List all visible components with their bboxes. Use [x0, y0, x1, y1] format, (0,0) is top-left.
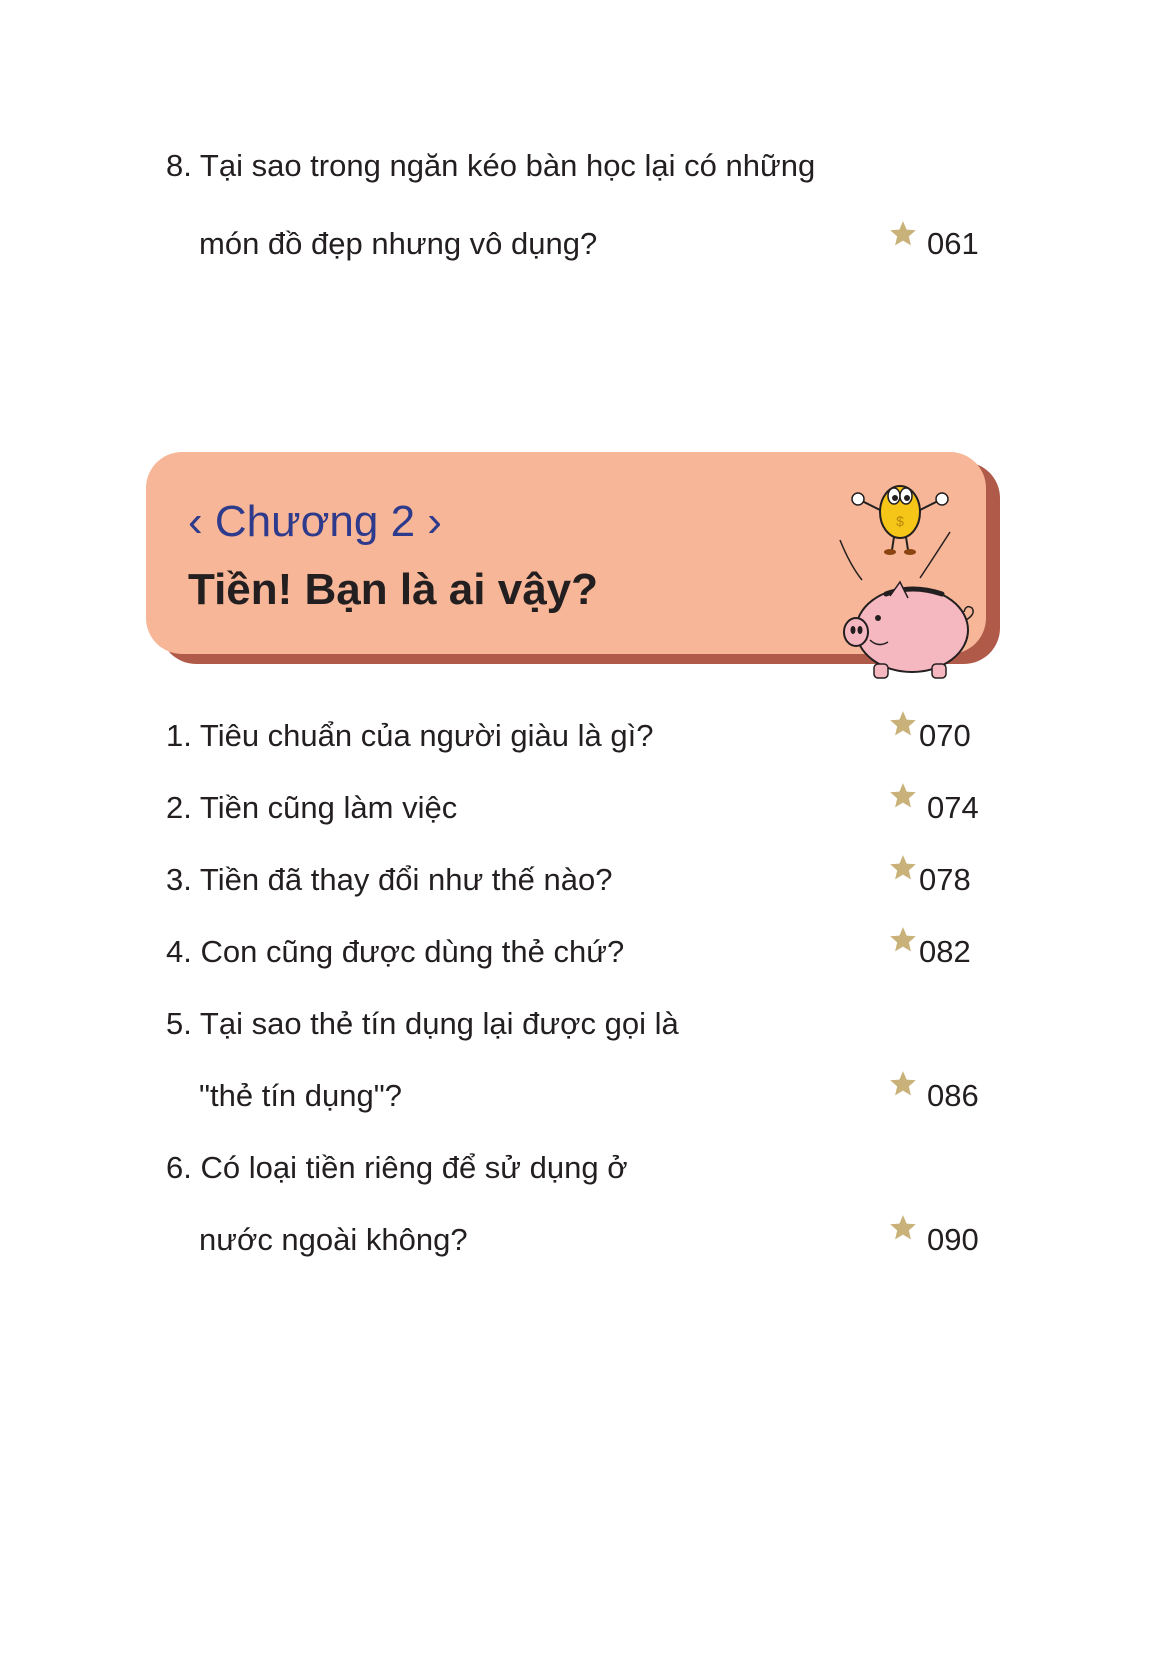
page-number: 086	[927, 1078, 979, 1113]
toc-item-6-line2: nước ngoài không?	[199, 1222, 468, 1257]
star-icon	[889, 926, 917, 954]
chapter-title: Tiền! Bạn là ai vậy?	[188, 565, 599, 614]
star-icon	[889, 854, 917, 882]
chapter-label: ‹ Chương 2 ›	[188, 497, 442, 546]
toc-item-8-line1: 8. Tại sao trong ngăn kéo bàn học lại có những	[166, 148, 816, 183]
toc-item-4: 4. Con cũng được dùng thẻ chứ?	[166, 934, 625, 969]
star-icon	[889, 1214, 917, 1242]
coin-piggy-bank-illustration	[820, 470, 980, 690]
star-icon	[889, 220, 917, 248]
toc-item-5-line1: 5. Tại sao thẻ tín dụng lại được gọi là	[166, 1006, 679, 1041]
page-number: 061	[927, 226, 979, 261]
page-number: 070	[919, 718, 971, 753]
page-number: 074	[927, 790, 979, 825]
page-number: 090	[927, 1222, 979, 1257]
toc-item-6-line1: 6. Có loại tiền riêng để sử dụng ở	[166, 1150, 628, 1185]
page-number: 082	[919, 934, 971, 969]
page-number: 078	[919, 862, 971, 897]
toc-item-3: 3. Tiền đã thay đổi như thế nào?	[166, 862, 613, 897]
toc-item-5-line2: "thẻ tín dụng"?	[199, 1078, 402, 1113]
star-icon	[889, 1070, 917, 1098]
toc-item-1: 1. Tiêu chuẩn của người giàu là gì?	[166, 718, 654, 753]
star-icon	[889, 782, 917, 810]
toc-item-8-line2: món đồ đẹp nhưng vô dụng?	[199, 226, 598, 261]
toc-item-2: 2. Tiền cũng làm việc	[166, 790, 458, 825]
star-icon	[889, 710, 917, 738]
svg-text:$: $	[896, 513, 904, 529]
